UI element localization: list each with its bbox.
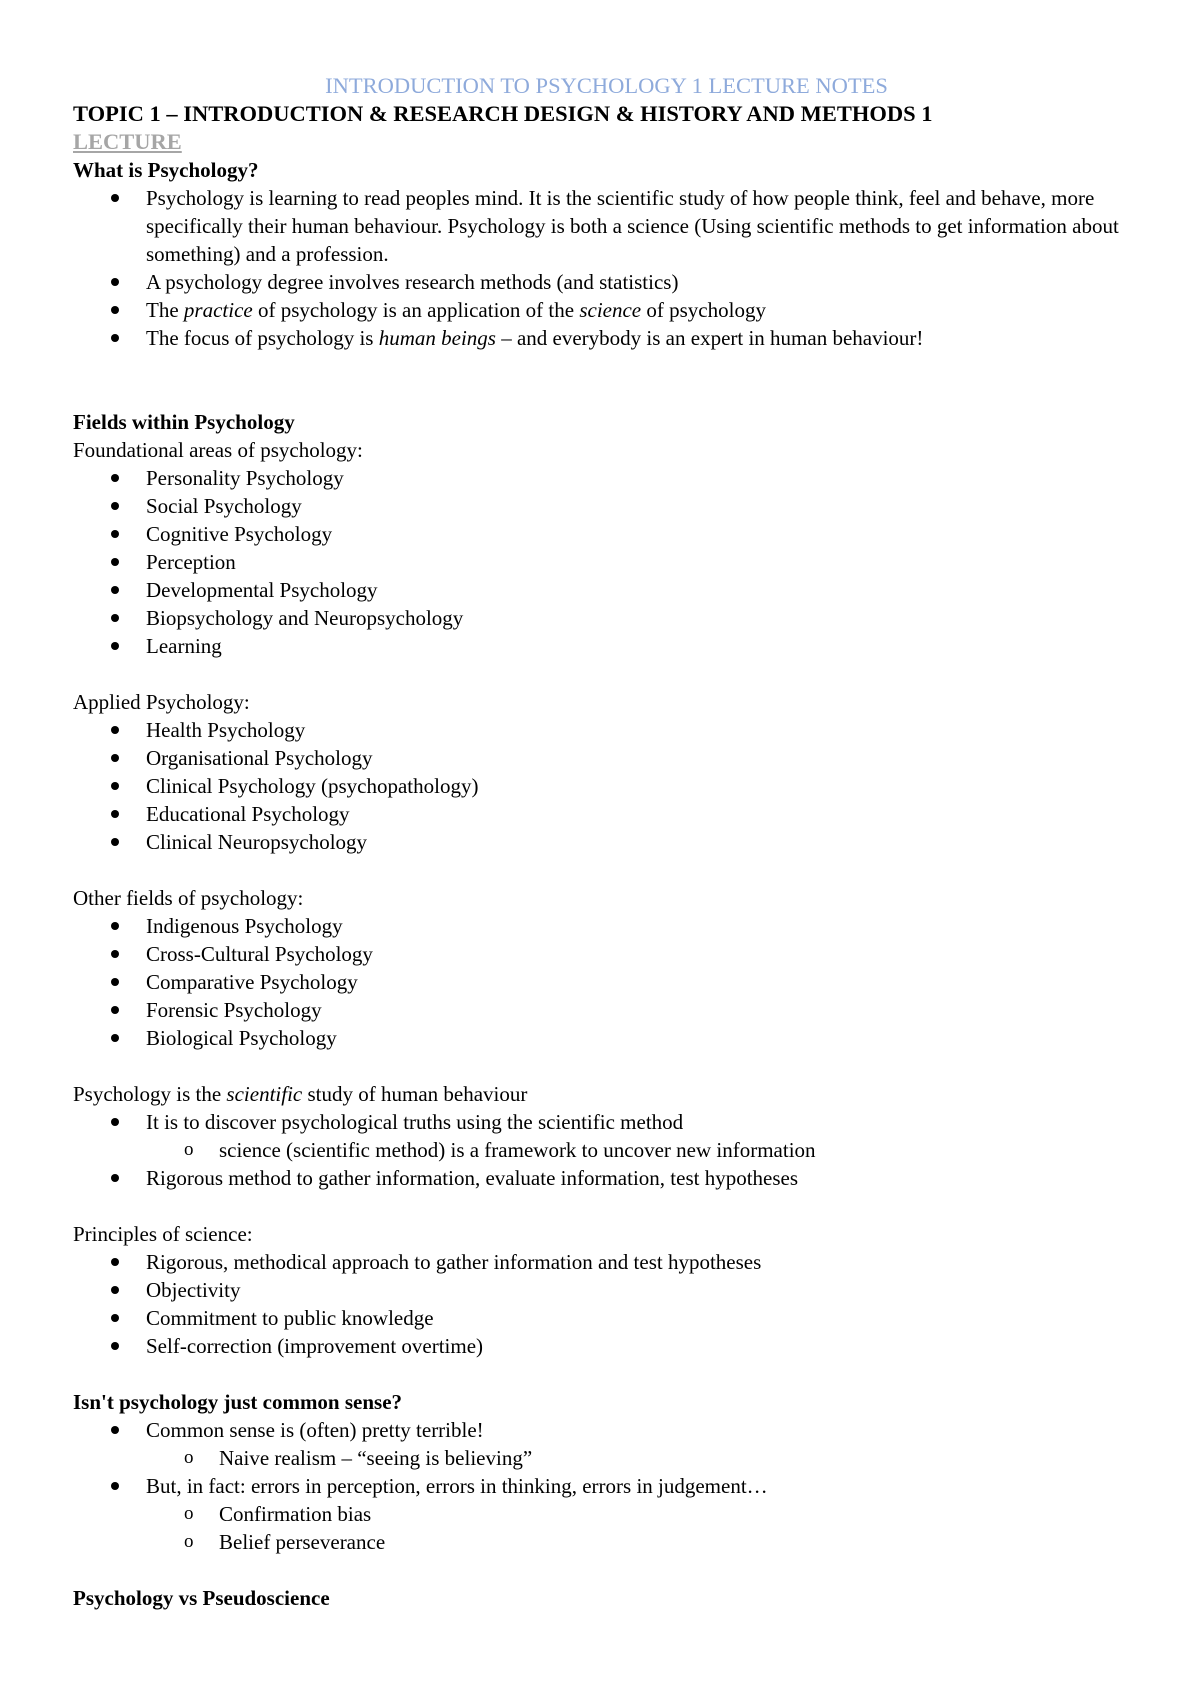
bullet-dot-icon [111,838,119,846]
list-item [73,940,1140,968]
sub-list-item [146,1528,1140,1556]
document-title: INTRODUCTION TO PSYCHOLOGY 1 LECTURE NOTES [325,73,888,98]
list-item [73,576,1140,604]
list-item-text: Naive realism – “seeing is believing” [219,1446,533,1470]
list-item-text: A psychology degree involves research methods (and statistics) [146,270,679,294]
sub-list [146,1500,1140,1556]
list-item-text: Cross-Cultural Psychology [146,942,373,966]
circle-o-icon: o [184,1503,194,1524]
heading-fields: Fields within Psychology [73,410,295,434]
bullet-dot-icon [111,726,119,734]
bullet-dot-icon [111,1118,119,1126]
text-run: – and everybody is an expert in human behaviour! [495,326,924,350]
sub-list-item [146,1136,1140,1164]
list-item [73,912,1140,940]
list-item-text: science (scientific method) is a framework to uncover new information [219,1138,816,1162]
text-run: of psychology is an application of the [252,298,580,322]
bullet-dot-icon [111,1482,119,1490]
list-item-text: Clinical Psychology (psychopathology) [146,774,479,798]
list-item-text: Objectivity [146,1278,241,1302]
bullet-dot-icon [111,1174,119,1182]
bullet-dot-icon [111,334,119,342]
bullet-dot-icon [111,1258,119,1266]
list-item [73,996,1140,1024]
bullet-dot-icon [111,1006,119,1014]
list-item-text: Clinical Neuropsychology [146,830,368,854]
list-item-text: Forensic Psychology [146,998,322,1022]
list-item-text: Indigenous Psychology [146,914,343,938]
bullet-dot-icon [111,642,119,650]
text-run: study of human behaviour [302,1082,528,1106]
list-item-text: Self-correction (improvement overtime) [146,1334,484,1358]
foundational-label: Foundational areas of psychology: [73,438,363,462]
bullet-dot-icon [111,922,119,930]
emphasis-practice: practice [183,298,253,322]
bullet-dot-icon [111,810,119,818]
bullet-dot-icon [111,950,119,958]
sub-list-item [146,1444,1140,1472]
list-item-text: It is to discover psychological truths using the scientific method [146,1110,684,1134]
list-item-text: Social Psychology [146,494,302,518]
topic-title: TOPIC 1 – INTRODUCTION & RESEARCH DESIGN & HISTORY AND METHODS 1 [73,101,933,126]
list-item-text: Rigorous method to gather information, evaluate information, test hypotheses [146,1166,799,1190]
list-item [73,716,1140,744]
list-item-text: Health Psychology [146,718,306,742]
bullet-dot-icon [111,278,119,286]
list-item [73,1332,1140,1360]
foundational-list [73,464,1140,660]
emphasis-scientific: scientific [226,1082,303,1106]
text-run: The [146,298,184,322]
bullet-dot-icon [111,782,119,790]
spacer [73,1556,1140,1584]
list-item [73,184,1140,268]
sub-list-item [146,1500,1140,1528]
spacer [73,1192,1140,1220]
text-run: Psychology is the [73,1082,227,1106]
other-label: Other fields of psychology: [73,886,304,910]
spacer [73,856,1140,884]
list-item-text: Organisational Psychology [146,746,373,770]
list-item-text: Developmental Psychology [146,578,378,602]
scientific-list [73,1108,1140,1192]
bullet-dot-icon [111,1314,119,1322]
list-item-text: Personality Psychology [146,466,344,490]
sub-list [146,1136,1140,1164]
other-list [73,912,1140,1052]
spacer [73,1052,1140,1080]
bullet-dot-icon [111,502,119,510]
spacer [73,1360,1140,1388]
heading-common-sense: Isn't psychology just common sense? [73,1390,403,1414]
bullet-dot-icon [111,1286,119,1294]
list-item [73,296,1140,324]
bullet-dot-icon [111,614,119,622]
list-item-text: Rigorous, methodical approach to gather information and test hypotheses [146,1250,762,1274]
circle-o-icon: o [184,1447,194,1468]
common-sense-list [73,1416,1140,1556]
lecture-label: LECTURE [73,129,182,154]
list-item [73,828,1140,856]
text-run: The focus of psychology is [146,326,379,350]
principles-list [73,1248,1140,1360]
list-item-text: Commitment to public knowledge [146,1306,434,1330]
list-item [73,800,1140,828]
list-item [73,268,1140,296]
applied-list [73,716,1140,856]
list-item-text: But, in fact: errors in perception, errors in thinking, errors in judgement… [146,1474,768,1498]
scientific-intro [73,1080,1140,1108]
sub-list [146,1444,1140,1472]
spacer [73,660,1140,688]
list-item-text: Learning [146,634,222,658]
list-item-text: Confirmation bias [219,1502,372,1526]
list-item [73,968,1140,996]
list-item-text: Common sense is (often) pretty terrible! [146,1418,484,1442]
list-item [73,1248,1140,1276]
spacer [73,352,1140,408]
list-item-text: Psychology is learning to read peoples mind. It is the scientific study of how people think, feel and behave, more specifically their human behaviour. Psychology is both a science (Using scientific methods to get information about something) and a profession. [146,186,1119,266]
list-item [73,1164,1140,1192]
list-item [73,1276,1140,1304]
list-item [73,1416,1140,1472]
bullet-dot-icon [111,558,119,566]
list-item [73,548,1140,576]
bullet-dot-icon [111,586,119,594]
principles-label: Principles of science: [73,1222,253,1246]
list-item-text: Biopsychology and Neuropsychology [146,606,464,630]
bullet-dot-icon [111,1034,119,1042]
list-item-text: Comparative Psychology [146,970,358,994]
circle-o-icon: o [184,1139,194,1160]
emphasis-science: science [579,298,642,322]
circle-o-icon: o [184,1531,194,1552]
heading-pseudoscience: Psychology vs Pseudoscience [73,1586,330,1610]
list-item [73,744,1140,772]
bullet-dot-icon [111,194,119,202]
list-item [73,520,1140,548]
list-item-text: Belief perseverance [219,1530,386,1554]
list-item-text: Biological Psychology [146,1026,337,1050]
what-is-list [73,184,1140,352]
applied-label: Applied Psychology: [73,690,250,714]
list-item [73,604,1140,632]
list-item [73,632,1140,660]
list-item [73,1024,1140,1052]
bullet-dot-icon [111,306,119,314]
list-item [73,324,1140,352]
list-item [73,1108,1140,1164]
bullet-dot-icon [111,1426,119,1434]
text-run: of psychology [641,298,766,322]
bullet-dot-icon [111,1342,119,1350]
bullet-dot-icon [111,474,119,482]
list-item [73,492,1140,520]
list-item-text: Educational Psychology [146,802,350,826]
list-item-text: Cognitive Psychology [146,522,333,546]
list-item-text: Perception [146,550,236,574]
bullet-dot-icon [111,530,119,538]
bullet-dot-icon [111,978,119,986]
list-item [73,1472,1140,1556]
list-item [73,1304,1140,1332]
list-item [73,464,1140,492]
list-item [73,772,1140,800]
bullet-dot-icon [111,754,119,762]
emphasis-human-beings: human beings [378,326,496,350]
heading-what-is-psychology: What is Psychology? [73,158,259,182]
